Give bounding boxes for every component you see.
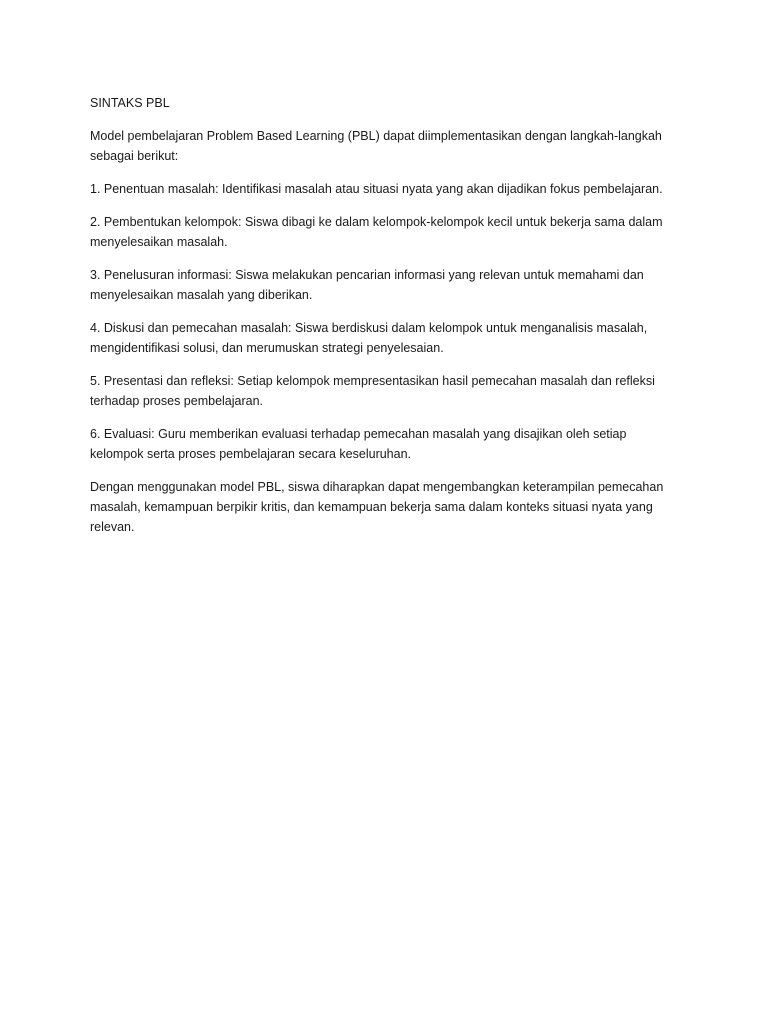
conclusion-paragraph: Dengan menggunakan model PBL, siswa diharapkan dapat mengembangkan keterampilan pemecahan masalah, kemampuan berpikir kritis, dan kemampuan bekerja sama dalam konteks situasi nyata yang relevan. (90, 480, 664, 534)
intro-paragraph: Model pembelajaran Problem Based Learning (PBL) dapat diimplementasikan dengan langkah-langkah sebagai berikut: (90, 129, 662, 163)
document-page (90, 93, 680, 550)
step-4-paragraph: 4. Diskusi dan pemecahan masalah: Siswa berdiskusi dalam kelompok untuk menganalisis masalah, mengidentifikasi solusi, dan merumuskan strategi penyelesaian. (90, 321, 648, 355)
step-5-paragraph: 5. Presentasi dan refleksi: Setiap kelompok mempresentasikan hasil pemecahan masalah dan refleksi terhadap proses pembelajaran. (90, 374, 655, 408)
document-title: SINTAKS PBL (90, 96, 170, 110)
step-6-paragraph: 6. Evaluasi: Guru memberikan evaluasi terhadap pemecahan masalah yang disajikan oleh setiap kelompok serta proses pembelajaran secara keseluruhan. (90, 427, 627, 461)
step-1-paragraph: 1. Penentuan masalah: Identifikasi masalah atau situasi nyata yang akan dijadikan fokus pembelajaran. (90, 182, 663, 196)
step-2-paragraph: 2. Pembentukan kelompok: Siswa dibagi ke dalam kelompok-kelompok kecil untuk bekerja sama dalam menyelesaikan masalah. (90, 215, 663, 249)
step-3-paragraph: 3. Penelusuran informasi: Siswa melakukan pencarian informasi yang relevan untuk memahami dan menyelesaikan masalah yang diberikan. (90, 268, 644, 302)
